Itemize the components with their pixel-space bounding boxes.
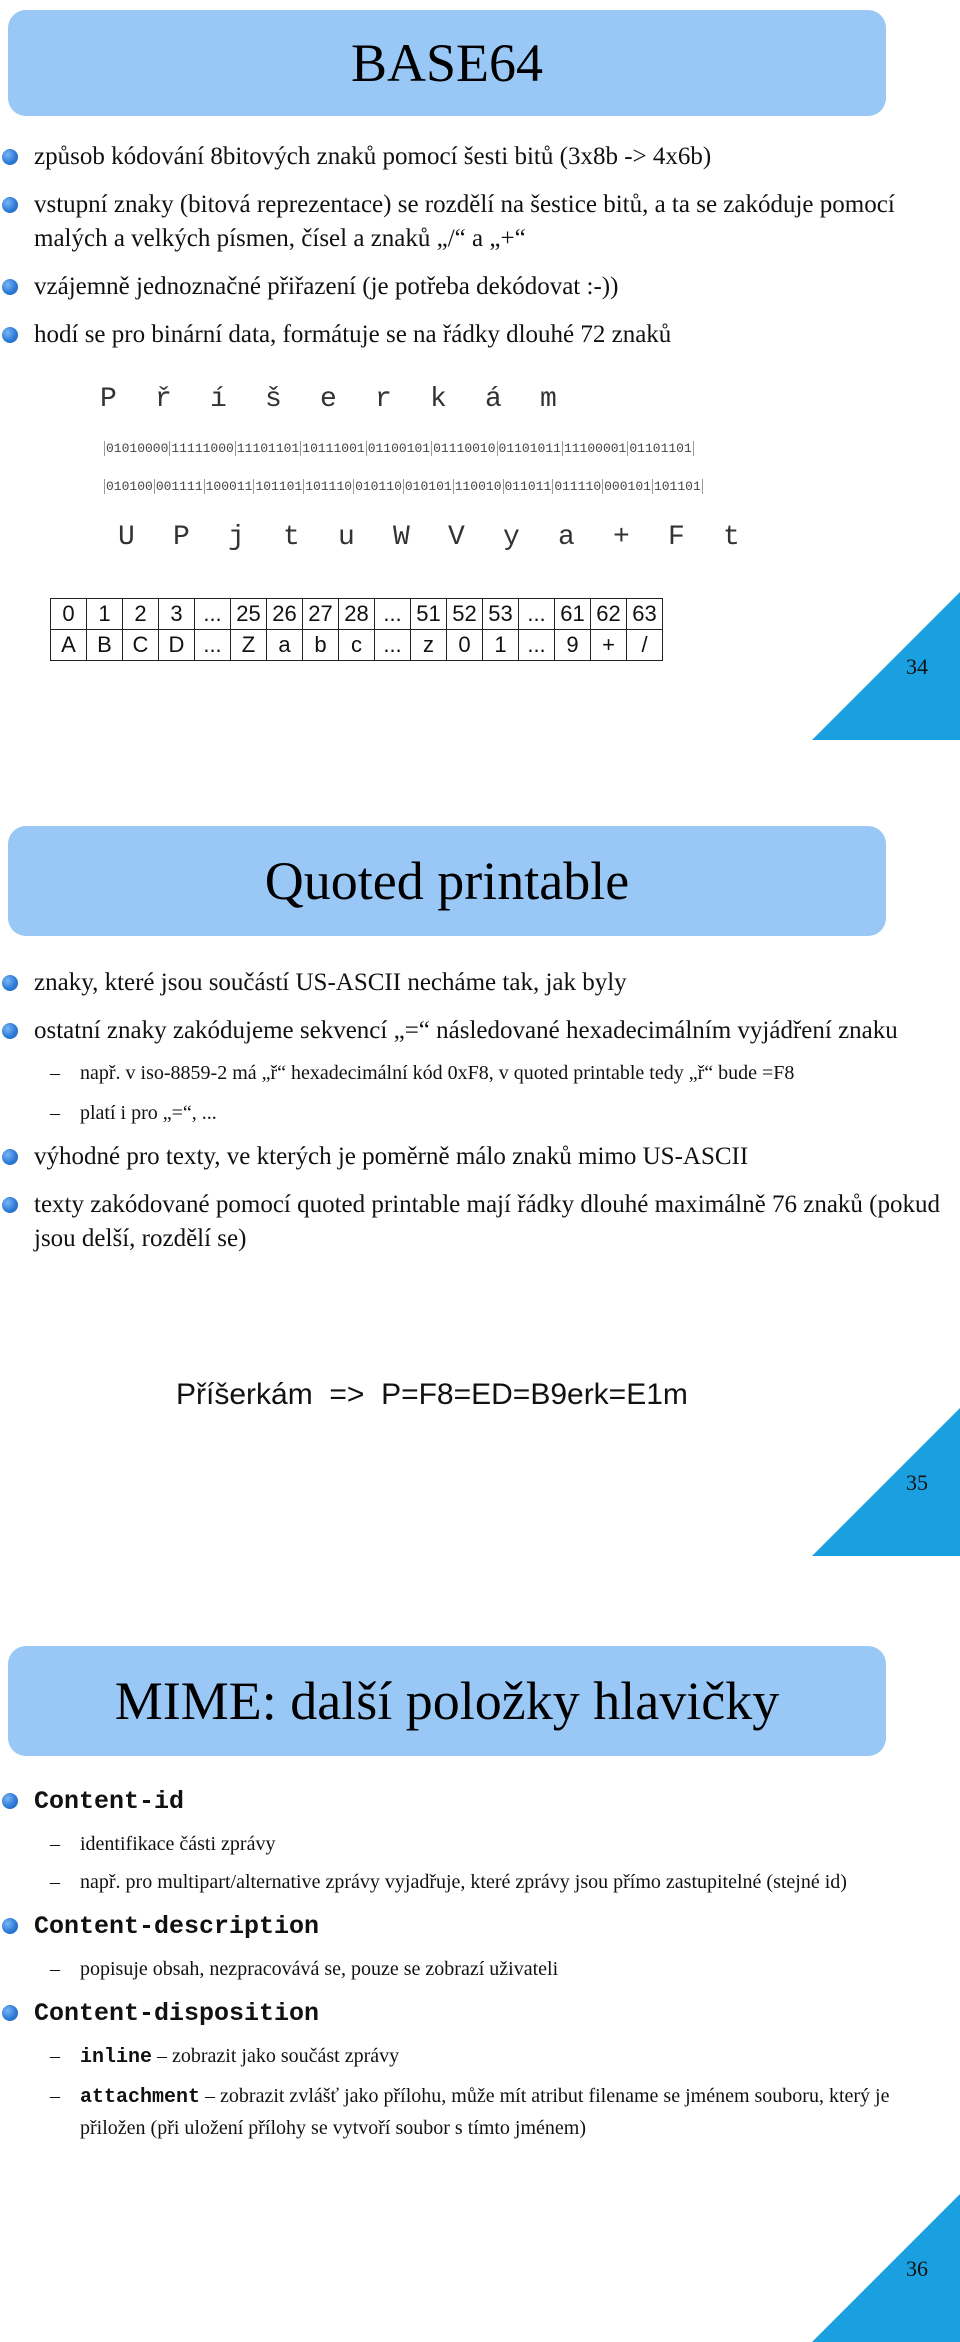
table-cell: ... [375,599,411,630]
encoding-example: Příšerkám => P=F8=ED=B9erk=E1m [176,1378,688,1411]
bullet-icon [2,1918,18,1934]
table-cell: ... [195,630,231,661]
bullet-item: vzájemně jednoznačné přiřazení (je potřeba dekódovat :-)) [0,270,940,304]
bullet-item: Content-id [0,1784,940,1819]
bullet-icon [2,327,18,343]
sextet-bits: 101101 [653,479,701,494]
table-cell: 27 [303,599,339,630]
slide-title: MIME: další položky hlavičky [8,1646,886,1756]
sub-item: – popisuje obsah, nezpracovává se, pouze se zobrazí uživateli [50,1958,559,1980]
table-cell: ... [519,599,555,630]
output-letter: V [448,522,465,553]
output-letter: j [228,522,245,553]
byte-bits: 01101101 [629,441,692,456]
slide-title: Quoted printable [8,826,886,936]
bullet-item: Content-disposition [0,1996,940,2031]
table-cell: / [627,630,663,661]
sub-item: – identifikace části zprávy [50,1833,276,1855]
byte-bits: 11111000 [171,441,234,456]
sextet-bits: 110010 [454,479,502,494]
input-letter: á [485,384,502,415]
input-letter: ř [155,384,172,415]
bullet-icon [2,1793,18,1809]
table-cell: 63 [627,599,663,630]
sextet-bits: 010100 [106,479,153,494]
table-cell: c [339,630,375,661]
output-letter: a [558,522,575,553]
table-cell: 0 [51,599,87,630]
bullet-item: hodí se pro binární data, formátuje se na řádky dlouhé 72 znaků [0,318,940,352]
bullet-item: způsob kódování 8bitových znaků pomocí šesti bitů (3x8b -> 4x6b) [0,140,940,174]
output-letter: W [393,522,410,553]
page-number: 35 [906,1470,928,1495]
table-cell: ... [519,630,555,661]
input-letter: í [210,384,227,415]
table-row [51,599,663,630]
table-cell: 26 [267,599,303,630]
table-cell: ... [375,630,411,661]
output-letter: t [283,522,300,553]
output-letters [118,522,778,553]
byte-bits: 01100101 [367,441,431,456]
table-cell: D [159,630,195,661]
byte-bits: 01110010 [433,441,496,456]
input-letter: š [265,384,282,415]
table-cell: 53 [483,599,519,630]
sextet-bits: 011011 [504,479,552,494]
page-number: 36 [906,2256,928,2281]
sub-item: – platí i pro „=“, ... [50,1102,217,1124]
bullet-icon [2,975,18,991]
input-letter: m [540,384,557,415]
byte-bits: 11101101 [236,441,300,456]
bullet-item: výhodné pro texty, ve kterých je poměrně málo znaků mimo US-ASCII [0,1140,940,1174]
corner-triangle [812,1408,960,1556]
table-cell: 62 [591,599,627,630]
corner-triangle [812,2194,960,2342]
output-letter: P [173,522,190,553]
bullet-icon [2,1023,18,1039]
output-letter: t [723,522,740,553]
sub-item: – např. pro multipart/alternative zprávy vyjadřuje, které zprávy jsou přímo zastupitelné (stejné id) [50,1871,847,1893]
base64-alphabet-table [50,598,663,661]
byte-bits-row [104,441,694,456]
byte-bits: 11100001 [563,441,627,456]
bullet-list [0,966,940,1256]
sextet-bits: 000101 [604,479,651,494]
table-cell: 0 [447,630,483,661]
input-letters [100,384,595,415]
bullet-icon [2,1149,18,1165]
bullet-item: znaky, které jsou součástí US-ASCII necháme tak, jak byly [0,966,940,1000]
table-cell: 25 [231,599,267,630]
byte-bits: 10111001 [302,441,365,456]
table-cell: a [267,630,303,661]
input-letter: P [100,384,117,415]
table-cell: ... [195,599,231,630]
table-cell: 1 [483,630,519,661]
slide-title: BASE64 [8,10,886,116]
sextet-bits: 010110 [355,479,402,494]
table-cell: 51 [411,599,447,630]
bullet-item: vstupní znaky (bitová reprezentace) se rozdělí na šestice bitů, a ta se zakóduje pomocí malých a velkých písmen, čísel a znaků „/“ a „+“ [0,188,940,256]
bullet-icon [2,197,18,213]
bullet-icon [2,1197,18,1213]
bullet-list [0,140,940,352]
table-cell: 1 [87,599,123,630]
table-cell: z [411,630,447,661]
sextet-bits: 010101 [404,479,452,494]
bullet-list [0,1784,940,2143]
table-cell: A [51,630,87,661]
table-row [51,630,663,661]
sextet-bits: 100011 [205,479,253,494]
output-letter: u [338,522,355,553]
input-letter: e [320,384,337,415]
byte-bits: 01010000 [106,441,169,456]
table-cell: 3 [159,599,195,630]
bullet-icon [2,2005,18,2021]
corner-triangle [812,592,960,740]
sextet-bits: 101110 [305,479,353,494]
table-cell: 9 [555,630,591,661]
table-cell: B [87,630,123,661]
table-cell: Z [231,630,267,661]
sub-item: – inline – zobrazit jako součást zprávy [50,2045,400,2069]
bullet-item: texty zakódované pomocí quoted printable mají řádky dlouhé maximálně 76 znaků (pokud jsou delší, rozdělí se) [0,1188,940,1256]
sub-item: – např. v iso-8859-2 má „ř“ hexadecimální kód 0xF8, v quoted printable tedy „ř“ bude =F8 [50,1062,795,1084]
sextet-bits: 011110 [554,479,602,494]
page-number: 34 [906,654,928,679]
table-cell: 2 [123,599,159,630]
output-letter: + [613,522,630,553]
byte-bits: 01101011 [498,441,561,456]
output-letter: U [118,522,135,553]
sextet-bits-row [104,479,703,494]
bullet-icon [2,149,18,165]
table-cell: 61 [555,599,591,630]
sextet-bits: 001111 [155,479,203,494]
bullet-item: Content-description [0,1909,940,1944]
output-letter: y [503,522,520,553]
table-cell: b [303,630,339,661]
table-cell: + [591,630,627,661]
input-letter: r [375,384,392,415]
slide-mime-headers [0,1610,960,2342]
slide-quoted-printable [0,800,960,1540]
bullet-item: ostatní znaky zakódujeme sekvencí „=“ následované hexadecimálním vyjádření znaku [0,1014,940,1048]
output-letter: F [668,522,685,553]
slide-base64 [0,0,960,700]
bullet-icon [2,279,18,295]
input-letter: k [430,384,447,415]
sextet-bits: 101101 [255,479,303,494]
table-cell: 28 [339,599,375,630]
table-cell: 52 [447,599,483,630]
table-cell: C [123,630,159,661]
sub-item: – attachment – zobrazit zvlášť jako přílohu, může mít atribut filename se jménem souboru, který je přiložen (při uložení přílohy se vytvoří soubor s tímto jménem) [50,2085,890,2139]
